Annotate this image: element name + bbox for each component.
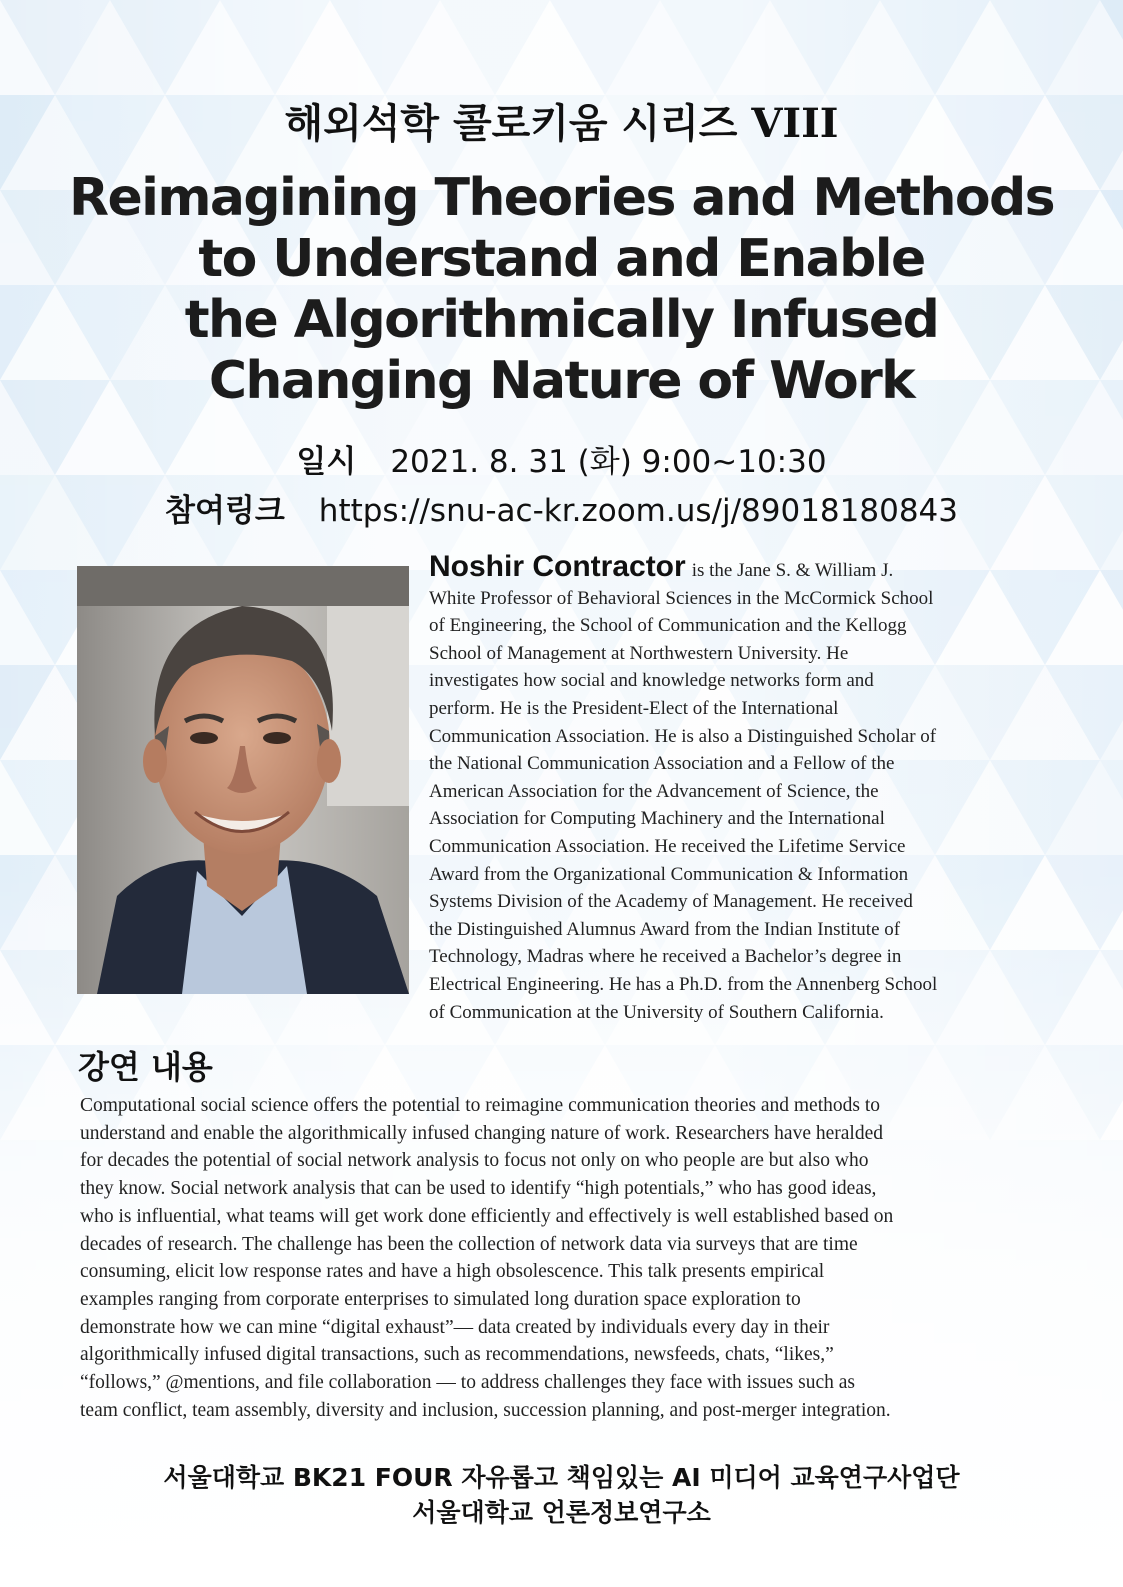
date-label: 일시 [296,444,357,480]
zoom-link[interactable]: https://snu-ac-kr.zoom.us/j/89018180843 [318,493,958,529]
series-number: VIII [751,100,839,147]
title-line: to Understand and Enable [198,229,925,289]
lecture-content-heading: 강연 내용 [78,1048,213,1086]
link-row [0,485,1123,530]
bio-line: the National Communication Association and a Fellow of the [429,753,895,775]
bio-line: Technology, Madras where he received a Bachelor’s degree in [429,946,902,968]
abstract-line: consuming, elicit low response rates and have a high obsolescence. This talk presents empirical [80,1261,825,1283]
series-korean: 해외석학 콜로키움 시리즈 [284,101,738,147]
abstract-line: “follows,” @mentions, and file collaboration — to address challenges they face with issues such as [80,1372,856,1394]
abstract-line: decades of research. The challenge has been the collection of network data via surveys that are time [80,1233,858,1255]
bio-line: of Engineering, the School of Communication and the Kellogg [429,615,907,637]
series-title [0,92,1123,149]
speaker-name: Noshir Contractor [429,550,686,583]
lecture-title [20,168,1103,412]
abstract-line: algorithmically infused digital transactions, such as recommendations, newsfeeds, chats, “likes,” [80,1344,834,1366]
date-value: 2021. 8. 31 (화) 9:00~10:30 [390,444,827,480]
abstract-line: Computational social science offers the potential to reimagine communication theories and methods to [80,1095,881,1116]
bio-line: investigates how social and knowledge networks form and [429,670,874,692]
title-line: Changing Nature of Work [208,351,915,411]
bio-line: School of Management at Northwestern University. He [429,642,849,664]
bio-line: perform. He is the President-Elect of the International [429,697,839,719]
title-line: the Algorithmically Infused [184,290,939,350]
bio-line: of Communication at the University of Southern California. [429,1001,884,1023]
bio-line: Communication Association. He received the Lifetime Service [429,835,906,857]
bio-line: White Professor of Behavioral Sciences in the McCormick School [429,587,934,609]
abstract-line: who is influential, what teams will get work done efficiently and effectively is well established based on [80,1205,894,1227]
abstract-line: demonstrate how we can mine “digital exhaust”— data created by individuals every day in their [80,1316,830,1338]
speaker-bio [429,550,1054,1026]
abstract-line: they know. Social network analysis that can be used to identify “high potentials,” who has good ideas, [80,1178,877,1200]
bio-line: Association for Computing Machinery and the International [429,808,885,830]
title-line: Reimagining Theories and Methods [69,168,1054,228]
bio-line: American Association for the Advancement of Science, the [429,780,879,802]
bio-first-line: is the Jane S. & William J. [691,560,894,581]
lecture-abstract [80,1092,1060,1424]
abstract-line: for decades the potential of social network analysis to focus not only on who people are but also who [80,1150,869,1172]
speaker-photo [77,566,409,994]
organizer-line: 서울대학교 BK21 FOUR 자유롭고 책임있는 AI 미디어 교육연구사업단 [163,1463,960,1492]
abstract-line: understand and enable the algorithmically infused changing nature of work. Researchers have heralded [80,1122,883,1144]
link-label: 참여링크 [165,493,285,529]
organizer-line: 서울대학교 언론정보연구소 [412,1498,711,1527]
abstract-line: examples ranging from corporate enterprises to simulated long duration space exploration to [80,1288,801,1310]
bio-line: Award from the Organizational Communication & Information [429,863,909,885]
abstract-line: team conflict, team assembly, diversity and inclusion, succession planning, and post-merger integration. [80,1399,891,1421]
bio-line: Systems Division of the Academy of Management. He received [429,891,913,913]
bio-line: the Distinguished Alumnus Award from the Indian Institute of [429,918,901,940]
date-row [0,436,1123,481]
bio-line: Communication Association. He is also a Distinguished Scholar of [429,725,937,747]
bio-line: Electrical Engineering. He has a Ph.D. from the Annenberg School [429,973,938,995]
